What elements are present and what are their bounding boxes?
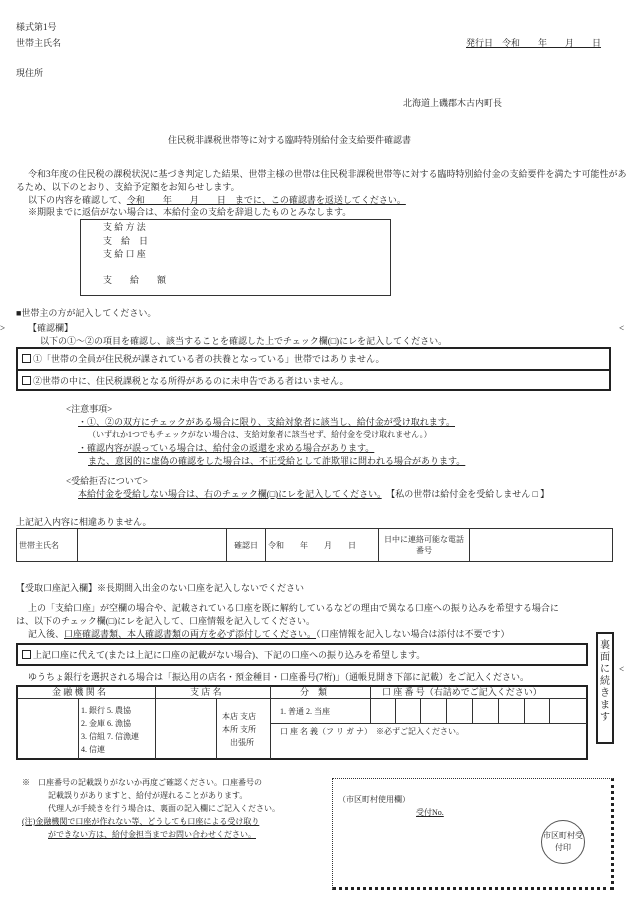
section2-para-3 [28,629,510,640]
section1-heading: ■世帯主の方が記入してください。 [16,308,157,318]
digit-line-3 [446,699,447,723]
check-1-label: ①「世帯の全員が住民税が課されている者の扶養となっている」世帯ではありません。 [33,354,385,364]
sig-name-label: 世帯主氏名 [17,529,78,562]
section2-heading: 【受取口座記入欄】※長期間入出金のない口座を記入しないでください [16,583,305,593]
intro-note: ※期限までに返信がない場合は、本給付金の支給を辞退したものとみなします。 [28,207,352,217]
branch-type-2: 本所 支所 [222,725,256,734]
payment-method-label: 支 給 方 法 [103,222,146,232]
address-label: 現住所 [16,68,44,78]
digit-line-2 [420,699,421,723]
col-bank-header: 金 融 機 関 名 [52,687,107,697]
branch-type-3: 出張所 [230,738,254,747]
sig-date-label: 確認日 [227,529,266,562]
digit-line-6 [524,699,525,723]
footer-note-2b: ができない方は、給付金担当までお問い合わせください。 [48,830,256,839]
holder-line [271,723,587,724]
payment-amount-label: 支 給 額 [103,275,167,285]
payment-date-label: 支 給 日 [103,236,149,246]
sig-name-field[interactable] [78,529,227,562]
account-type[interactable]: 1. 普通 2. 当座 [280,707,330,716]
side-note: 裏面に続きます [600,640,610,723]
notes-title: <注意事項> [66,404,113,414]
check-row-1[interactable] [22,354,385,365]
bank-inner-line [78,699,79,759]
p3-suffix: （口座情報を記入しない場合は添付は不要です） [316,629,510,639]
footer-note-1b: 記載誤りがありますと、給付が遅れることがあります。 [48,791,248,800]
checkbox-1[interactable] [22,354,31,363]
payment-account-label: 支 給 口 座 [103,249,146,259]
right-margin-mark-2: < [619,664,625,674]
check-2-label: ②世帯の中に、住民税課税となる所得があるのに未申告である者はいません。 [33,376,349,386]
col-branch-header: 支 店 名 [190,687,222,697]
bank-type-3: 3. 信組 7. 信漁連 [81,732,139,741]
note-1b: （いずれか1つでもチェックがない場合は、支給対象者に該当せず、給付金を受け取れません。） [88,430,432,439]
intro-deadline-date: 令和 年 月 日 までに、この確認書を返送してください。 [126,195,406,205]
intro-line-2: るため、以下のとおり、支給予定額をお知らせします。 [16,182,240,192]
sig-phone-label: 日中に連絡可能な電話番号 [379,529,470,562]
col-divider-1 [155,686,156,759]
intro-deadline [28,195,406,206]
footer-note-2a: (注)金融機関で口座が作れない等、どうしても口座による受け取り [22,817,260,826]
refusal-checkbox[interactable]: 【私の世帯は給付金を受給しません □ 】 [390,489,550,499]
alt-account-label: 上記口座に代えて(または上記に口座の記載がない場合)、下記の口座への振り込みを希望します。 [33,650,426,660]
check-row-2[interactable] [22,376,349,387]
confirm-title: 【確認欄】 [28,323,74,333]
checkbox-2[interactable] [22,376,31,385]
alt-account-checkbox[interactable] [22,650,31,659]
col-divider-3 [370,686,371,723]
footer-note-1a: ※ 口座番号の記載誤りがないか再度ご確認ください。口座番号の [22,778,262,787]
sig-phone-field[interactable] [470,529,613,562]
col-type-header: 分 類 [300,687,328,697]
account-header-line [17,698,587,699]
right-margin-mark: < [619,323,625,333]
digit-line-7 [549,699,550,723]
p3-prefix: 記入後、 [28,629,65,639]
note-1a: ・①、②の双方にチェックがある場合に限り、支給対象者に該当し、給付金が受け取れます。 [78,417,456,427]
receipt-number: 受付No. [416,808,444,817]
p3-attachments: 口座確認書類、本人確認書類の両方を必ず添付してください。 [64,629,317,639]
signature-table [16,528,613,562]
page-title: 住民税非課税世帯等に対する臨時特別給付金支給要件確認書 [168,135,412,145]
note-2b: また、意図的に虚偽の確認をした場合は、不正受給として詐欺罪に問われる場合があります。 [88,456,466,466]
section2-para-1: 上の「支給口座」が空欄の場合や、記載されている口座を既に解約しているなどの理由で異なる口座への振り込みを希望する場合に [28,603,559,613]
receipt-stamp: 市区町村受付印 [541,820,585,864]
householder-name-label: 世帯主氏名 [16,38,62,48]
section2-para-2: は、以下のチェック欄(□)にレを記入して、口座情報を記入してください。 [16,616,315,626]
digit-line-4 [472,699,473,723]
confirm-divider [17,369,610,371]
refusal-instruction: 本給付金を受給しない場合は、右のチェック欄(□)にレを記入してください。 [78,489,382,499]
refusal-title: <受給拒否について> [66,476,148,486]
note-2a: ・確認内容が誤っている場合は、給付金の返還を求める場合があります。 [78,443,375,453]
footer-note-1c: 代理人が手続きを行う場合は、裏面の記入欄にご記入ください。 [48,804,280,813]
branch-inner-line [216,699,217,759]
account-holder-label: 口 座 名 義（フ リ ガ ナ） ※必ずご記入ください。 [280,727,464,736]
digit-line-1 [395,699,396,723]
bank-type-1: 1. 銀行 5. 農協 [81,706,131,715]
office-use-label: （市区町村使用欄） [338,795,410,804]
bank-type-4: 4. 信連 [81,745,105,754]
issue-date: 発行日 令和 年 月 日 [466,38,602,48]
confirm-instructions: 以下の①～②の項目を確認し、該当することを確認した上でチェック欄(□)にレを記入してください。 [40,336,448,346]
intro-deadline-prefix: 以下の内容を確認して、 [28,195,127,205]
alt-account-check[interactable] [22,650,425,661]
yucho-note: ゆうちょ銀行を選択される場合は「振込用の店名・預金種目・口座番号(7桁)」（通帳見開き下部に記載）をご記入ください。 [28,672,529,682]
issuer-name: 北海道上磯郡木古内町長 [403,98,503,108]
branch-type-1: 本店 支店 [222,712,256,721]
form-number: 様式第1号 [16,22,57,32]
agree-text: 上記記入内容に相違ありません。 [16,517,152,527]
digit-line-5 [498,699,499,723]
refusal-text [78,489,549,500]
intro-line-1: 令和3年度の住民税の課税状況に基づき判定した結果、世帯主様の世帯は住民税非課税世帯等に対する臨時特別給付金の支給要件を満たす可能性があ [28,169,627,179]
col-acct-header: 口 座 番 号（右詰めでご記入ください） [382,687,542,697]
sig-date-field[interactable]: 令和 年 月 日 [266,529,379,562]
bank-type-2: 2. 金庫 6. 漁協 [81,719,131,728]
left-margin-mark: > [0,323,6,333]
